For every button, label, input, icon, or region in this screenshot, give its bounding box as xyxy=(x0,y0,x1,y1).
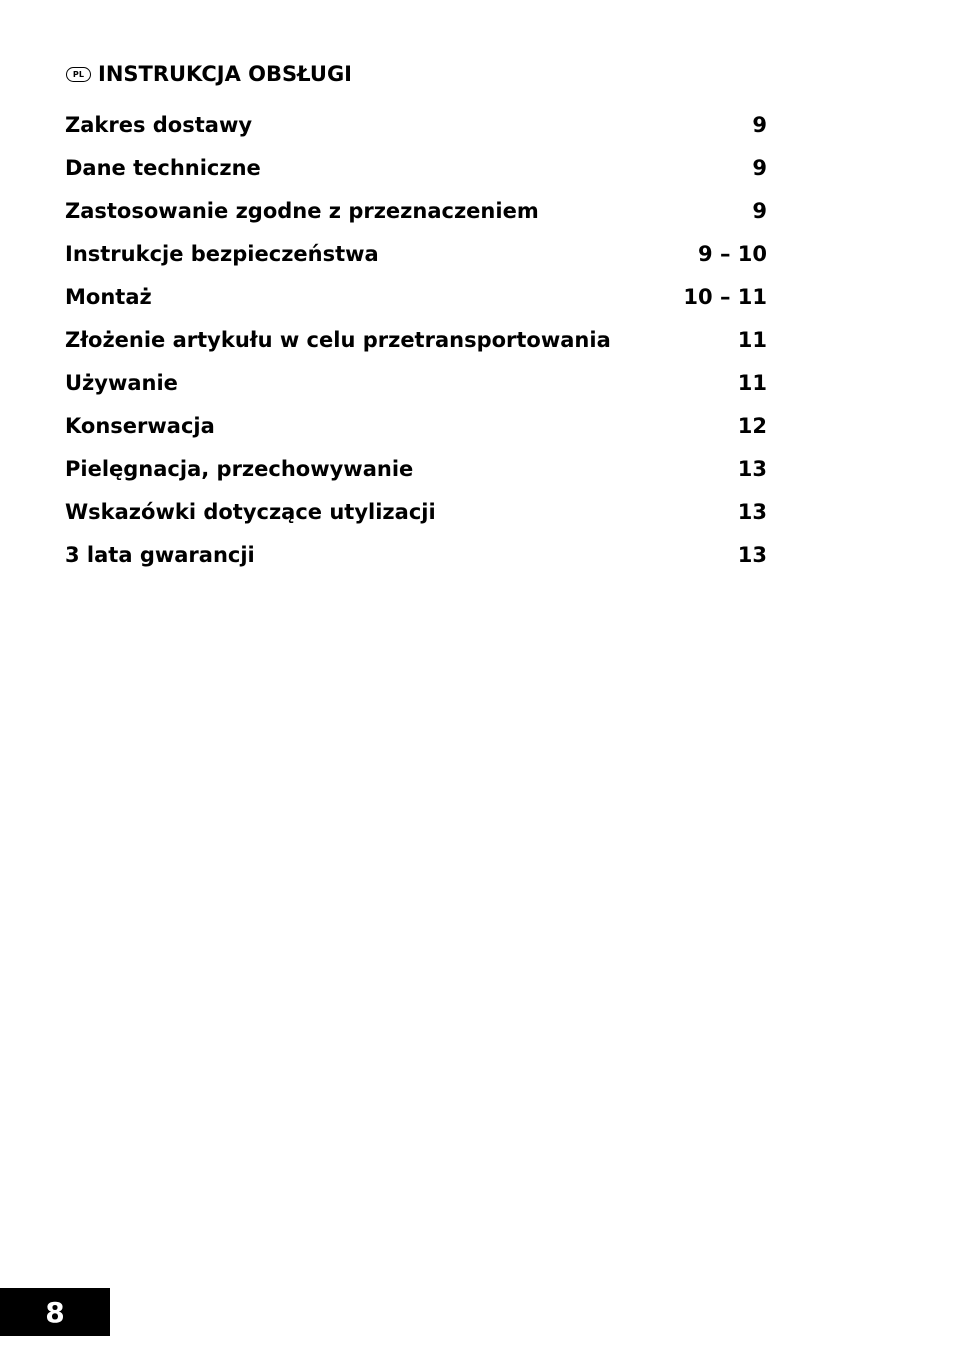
toc-title: Złożenie artykułu w celu przetransportowania xyxy=(65,328,611,352)
toc-page: 9 xyxy=(752,113,767,137)
toc-page: 13 xyxy=(737,457,767,481)
toc-title: Instrukcje bezpieczeństwa xyxy=(65,242,379,266)
toc-title: Zakres dostawy xyxy=(65,113,253,137)
toc-title: Wskazówki dotyczące utylizacji xyxy=(65,500,436,524)
toc-row[interactable] xyxy=(65,491,767,534)
toc-title: Montaż xyxy=(65,285,152,309)
toc-row[interactable] xyxy=(65,104,767,147)
toc-row[interactable] xyxy=(65,319,767,362)
toc-page: 13 xyxy=(737,543,767,567)
toc-row[interactable] xyxy=(65,534,767,577)
toc-page: 10 – 11 xyxy=(683,285,767,309)
toc-page: 11 xyxy=(737,371,767,395)
toc-row[interactable] xyxy=(65,405,767,448)
language-badge-icon: PL xyxy=(66,67,91,82)
toc-title: Pielęgnacja, przechowywanie xyxy=(65,457,414,481)
toc-row[interactable] xyxy=(65,147,767,190)
section-title: INSTRUKCJA OBSŁUGI xyxy=(98,62,352,86)
toc-page: 9 xyxy=(752,156,767,180)
toc-row[interactable] xyxy=(65,190,767,233)
toc-page: 12 xyxy=(737,414,767,438)
toc-row[interactable] xyxy=(65,362,767,405)
toc-title: Dane techniczne xyxy=(65,156,261,180)
toc-page: 13 xyxy=(737,500,767,524)
page-number: 8 xyxy=(0,1288,110,1336)
toc-title: Używanie xyxy=(65,371,178,395)
toc-page: 9 – 10 xyxy=(698,242,767,266)
toc-row[interactable] xyxy=(65,448,767,491)
toc-title: Zastosowanie zgodne z przeznaczeniem xyxy=(65,199,539,223)
table-of-contents xyxy=(65,104,767,577)
toc-title: 3 lata gwarancji xyxy=(65,543,255,567)
section-header xyxy=(66,62,352,86)
toc-row[interactable] xyxy=(65,276,767,319)
toc-page: 11 xyxy=(737,328,767,352)
toc-row[interactable] xyxy=(65,233,767,276)
toc-page: 9 xyxy=(752,199,767,223)
toc-title: Konserwacja xyxy=(65,414,215,438)
